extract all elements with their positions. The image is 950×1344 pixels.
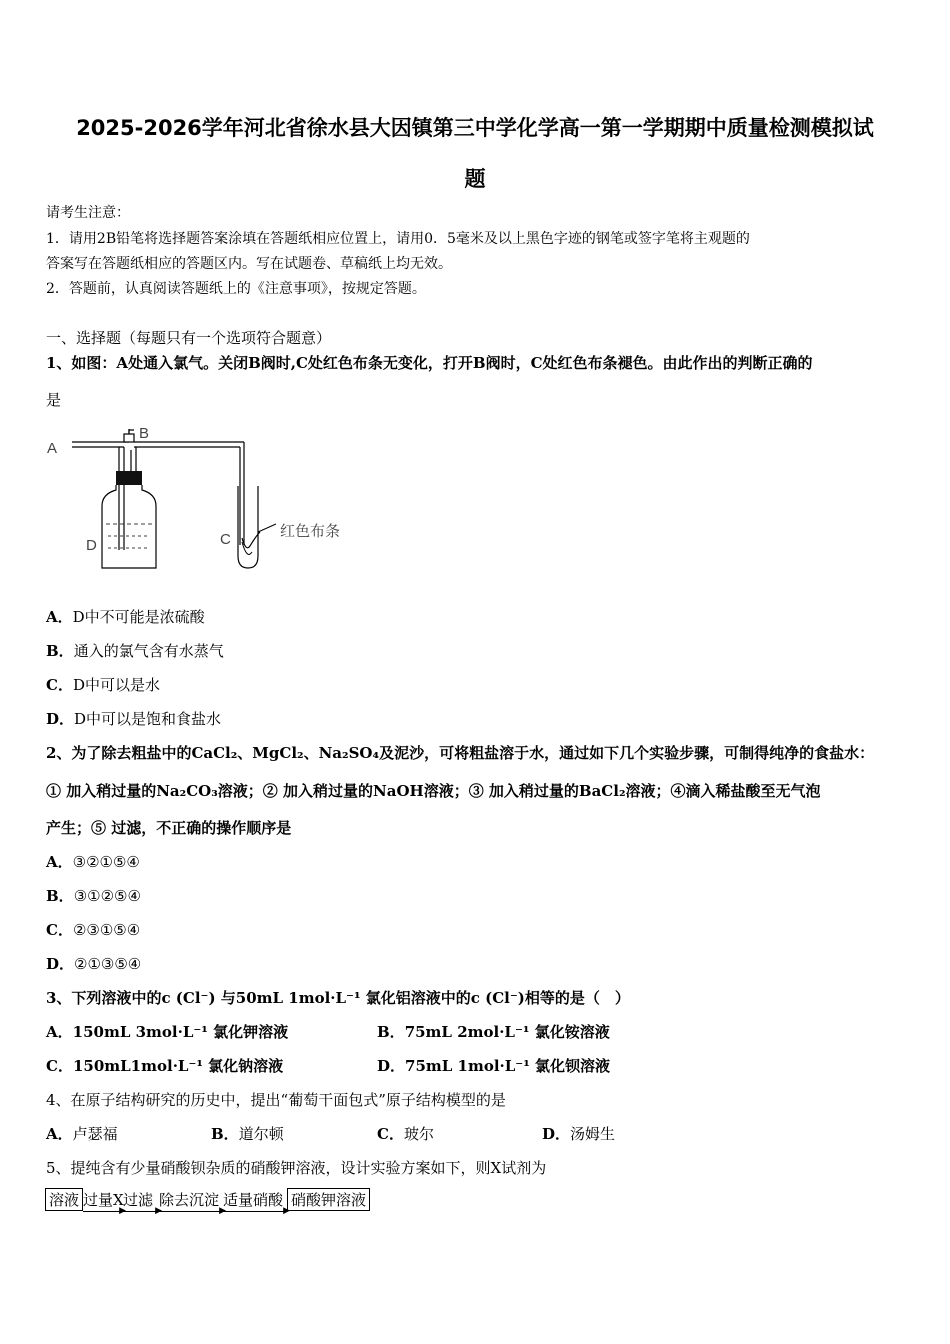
q2-option-a[interactable]: A．③②①⑤④ [46, 853, 140, 871]
q3-option-b[interactable]: B．75mL 2mol·L⁻¹ 氯化铵溶液 [377, 1023, 610, 1041]
flow-end-box: 硝酸钾溶液 [287, 1188, 370, 1211]
q1-option-c[interactable]: C．D中可以是水 [46, 676, 160, 694]
section-heading: 一、选择题（每题只有一个选项符合题意） [46, 329, 332, 347]
flow-start-box: 溶液 [45, 1188, 83, 1211]
test-tube-c [238, 486, 258, 568]
red-cloth-strip [242, 532, 260, 548]
q2-option-c[interactable]: C．②③①⑤④ [46, 921, 141, 939]
q1-stem-line2: 是 [46, 391, 62, 409]
q1-apparatus-figure [44, 420, 364, 580]
q2-stem-line3: 产生；⑤ 过滤，不正确的操作顺序是 [46, 819, 292, 837]
q3-option-a[interactable]: A．150mL 3mol·L⁻¹ 氯化钾溶液 [46, 1023, 289, 1041]
notice-heading: 请考生注意： [46, 205, 130, 221]
q1-option-a[interactable]: A．D中不可能是浓硫酸 [46, 608, 205, 626]
notice-item1-line1: 1．请用2B铅笔将选择题答案涂填在答题纸相应位置上，请用0．5毫米及以上黑色字迹的钢笔或签字笔将主观题的 [46, 231, 750, 247]
figure-label-c: C [220, 531, 231, 548]
q3-stem: 3、下列溶液中的c (Cl⁻) 与50mL 1mol·L⁻¹ 氯化铝溶液中的c (Cl⁻)相等的是（ ） [46, 989, 630, 1007]
notice-item2: 2．答题前，认真阅读答题纸上的《注意事项》，按规定答题。 [46, 281, 426, 297]
q5-flow-diagram [45, 1188, 370, 1216]
flow-arrow-3: 除去沉淀 ▶ [159, 1191, 227, 1216]
figure-label-d: D [86, 537, 97, 554]
page-title-line1: 2025-2026学年河北省徐水县大因镇第三中学化学高一第一学期期中质量检测模拟试 [76, 116, 874, 140]
q5-stem: 5、提纯含有少量硝酸钡杂质的硝酸钾溶液，设计实验方案如下，则X试剂为 [46, 1159, 547, 1177]
flow-arrow-2: 过滤 ▶ [123, 1191, 163, 1216]
q2-option-b[interactable]: B．③①②⑤④ [46, 887, 141, 905]
q1-stem-line1: 1、如图：A处通入氯气。关闭B阀时,C处红色布条无变化，打开B阀时，C处红色布条褪色。由此作出的判断正确的 [46, 354, 813, 372]
bottle-stopper [116, 471, 142, 485]
q1-option-b[interactable]: B．通入的氯气含有水蒸气 [46, 642, 224, 660]
flow-arrow-1: 过量X ▶ [83, 1191, 127, 1216]
q3-option-d[interactable]: D．75mL 1mol·L⁻¹ 氯化钡溶液 [377, 1057, 611, 1075]
valve-b [124, 434, 134, 442]
q1-option-d[interactable]: D．D中可以是饱和食盐水 [46, 710, 222, 728]
q2-stem-line1: 2、为了除去粗盐中的CaCl₂、MgCl₂、Na₂SO₄及泥沙，可将粗盐溶于水，通过如下几个实验步骤，可制得纯净的食盐水： [46, 744, 875, 762]
figure-label-a: A [47, 440, 58, 457]
notice-item1-line2: 答案写在答题纸相应的答题区内。写在试题卷、草稿纸上均无效。 [46, 256, 452, 272]
q2-stem-line2: ① 加入稍过量的Na₂CO₃溶液；② 加入稍过量的NaOH溶液；③ 加入稍过量的BaCl₂溶液；④滴入稀盐酸至无气泡 [46, 782, 821, 800]
q2-option-d[interactable]: D．②①③⑤④ [46, 955, 142, 973]
figure-label-b: B [139, 425, 150, 442]
q3-option-c[interactable]: C．150mL1mol·L⁻¹ 氯化钠溶液 [46, 1057, 284, 1075]
q4-option-c[interactable]: C．玻尔 [377, 1125, 434, 1143]
q4-stem: 4、在原子结构研究的历史中，提出“葡萄干面包式”原子结构模型的是 [46, 1091, 506, 1109]
flow-arrow-4: 适量硝酸 ▶ [223, 1191, 291, 1216]
q4-option-d[interactable]: D．汤姆生 [542, 1125, 616, 1143]
page-title-line2: 题 [464, 167, 486, 191]
figure-label-cloth: 红色布条 [280, 522, 341, 540]
q4-option-a[interactable]: A．卢瑟福 [46, 1125, 118, 1143]
q4-option-b[interactable]: B．道尔顿 [211, 1125, 284, 1143]
bottle-d [102, 485, 156, 568]
